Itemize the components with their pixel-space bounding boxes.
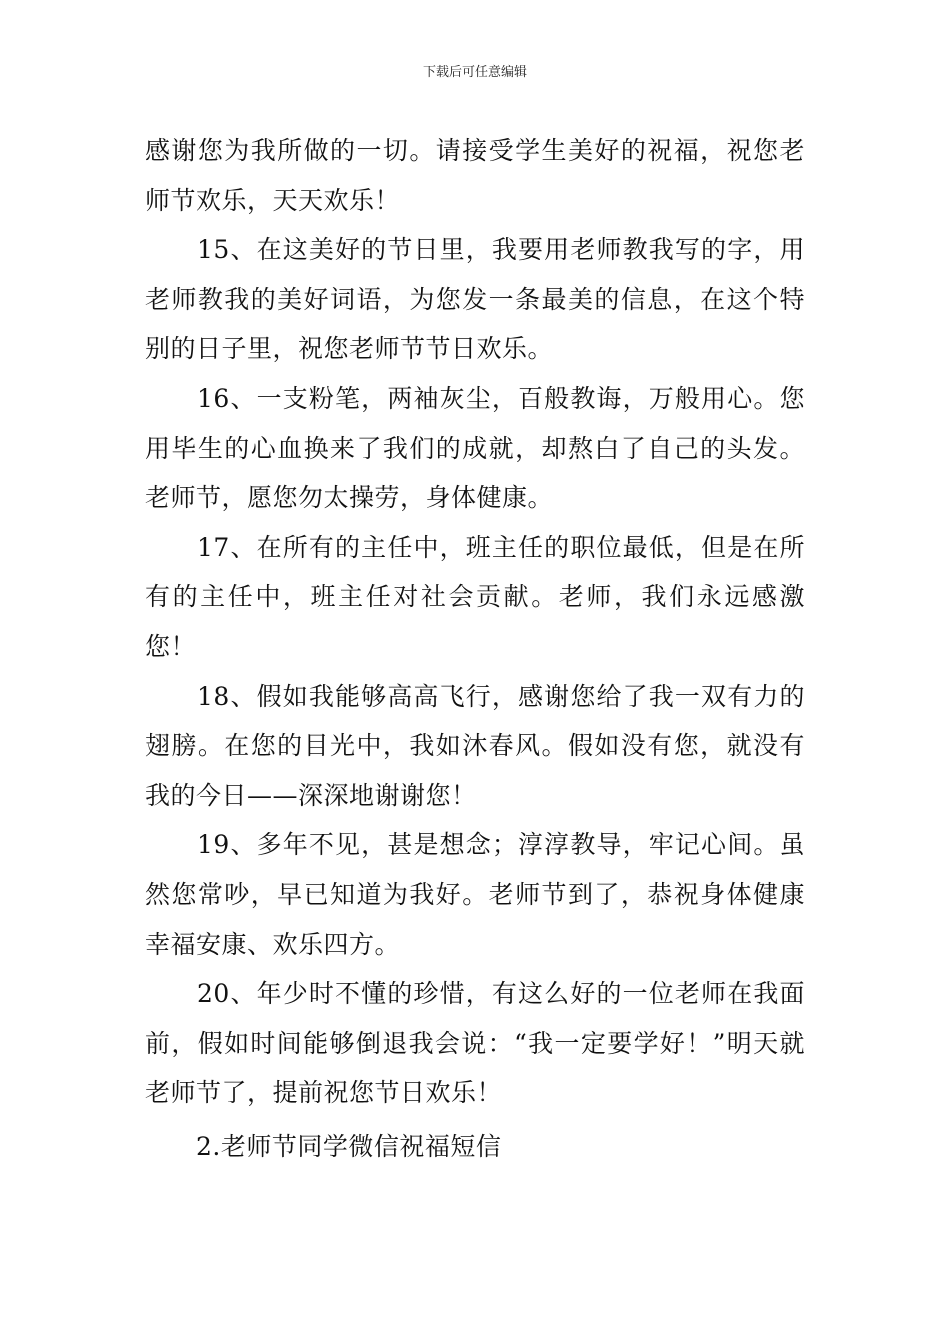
paragraph-19: 19、多年不见，甚是想念；淳淳教导，牢记心间。虽然您常吵，早已知道为我好。老师节到了，恭祝身体健康幸福安康、欢乐四方。 — [145, 830, 805, 959]
paragraph-17: 17、在所有的主任中，班主任的职位最低，但是在所有的主任中，班主任对社会贡献。老师，我们永远感激您！ — [145, 532, 805, 661]
paragraph-16: 16、一支粉笔，两袖灰尘，百般教诲，万般用心。您用毕生的心血换来了我们的成就，却熬白了自己的头发。老师节，愿您勿太操劳，身体健康。 — [145, 383, 805, 513]
document-body — [145, 126, 805, 1118]
paragraph-0: 感谢您为我所做的一切。请接受学生美好的祝福，祝您老师节欢乐，天天欢乐！ — [145, 136, 805, 215]
page-header: 下载后可任意编辑 — [422, 65, 527, 80]
section-heading: 2.老师节同学微信祝福短信 — [196, 1132, 502, 1161]
paragraph-15: 15、在这美好的节日里，我要用老师教我写的字，用老师教我的美好词语，为您发一条最美的信息，在这个特别的日子里，祝您老师节节日欢乐。 — [145, 235, 805, 364]
paragraph-20: 20、年少时不懂的珍惜，有这么好的一位老师在我面前，假如时间能够倒退我会说：“我一定要学好！”明天就老师节了，提前祝您节日欢乐！ — [145, 979, 805, 1108]
paragraph-18: 18、假如我能够高高飞行，感谢您给了我一双有力的翅膀。在您的目光中，我如沐春风。假如没有您，就没有我的今日——深深地谢谢您！ — [145, 681, 805, 810]
